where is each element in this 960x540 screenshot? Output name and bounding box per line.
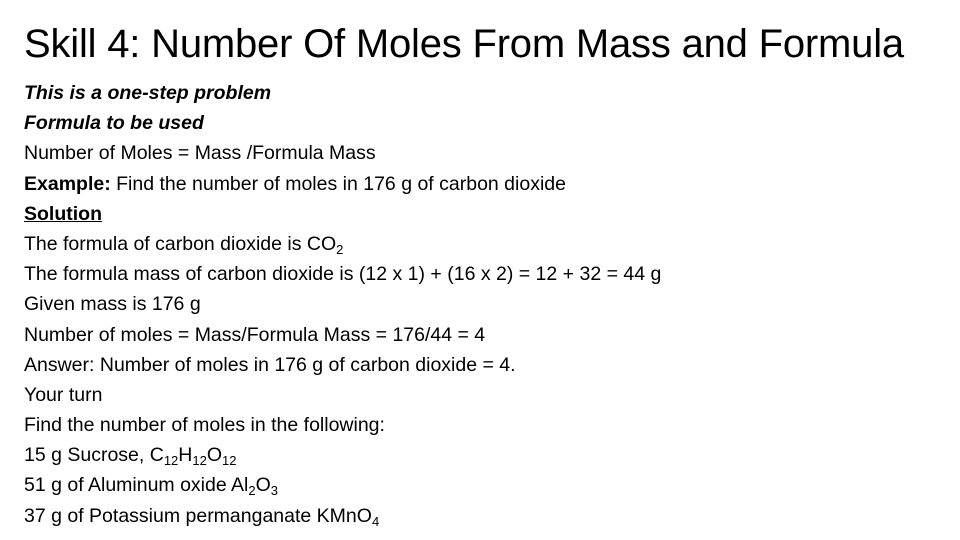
moles-calc-line: Number of moles = Mass/Formula Mass = 176/44 = 4 [24,323,486,346]
q2-o: O [255,474,271,497]
q2-prefix: 51 g of Aluminum oxide Al [24,474,249,497]
q3-prefix: 37 g of Potassium permanganate KMn [24,504,357,527]
solution-heading: Solution [24,202,102,225]
intro-line: This is a one-step problem [24,82,272,104]
example-text: Find the number of moles in 176 g of carbon dioxide [110,172,566,195]
q1-o: O [206,444,223,467]
q1-prefix: 15 g Sucrose, C [24,444,164,467]
example-label: Example: [24,172,111,195]
formula-mass-line: The formula mass of carbon dioxide is (12 x 1) + (16 x 2) = 12 + 32 = 44 g [24,263,662,286]
q1-sub-c: 12 [163,453,179,469]
q1-h: H [178,444,193,467]
co2-subscript: 2 [336,241,344,257]
q2-sub-o: 3 [270,483,279,499]
q2-sub-al: 2 [248,483,256,499]
find-prompt-line: Find the number of moles in the following: [24,414,385,437]
formula-heading: Formula to be used [24,112,204,135]
given-mass-line: Given mass is 176 g [24,293,201,316]
q1-sub-o: 12 [222,453,237,469]
your-turn-line: Your turn [24,383,103,406]
question-permanganate [24,501,944,531]
co2-formula-line [24,229,944,259]
q3-o: O [356,504,372,527]
example-line [24,169,944,199]
answer-line: Answer: Number of moles in 176 g of carbon dioxide = 4. [24,353,516,376]
q1-sub-h: 12 [192,453,207,469]
question-aluminum-oxide [24,470,944,500]
slide-body [24,78,944,531]
q3-sub-o: 4 [371,513,380,529]
formula-line: Number of Moles = Mass /Formula Mass [24,142,376,165]
co2-formula-text: The formula of carbon dioxide is CO [24,232,337,255]
slide-title: Skill 4: Number Of Moles From Mass and Formula [24,22,904,66]
question-sucrose [24,440,944,470]
